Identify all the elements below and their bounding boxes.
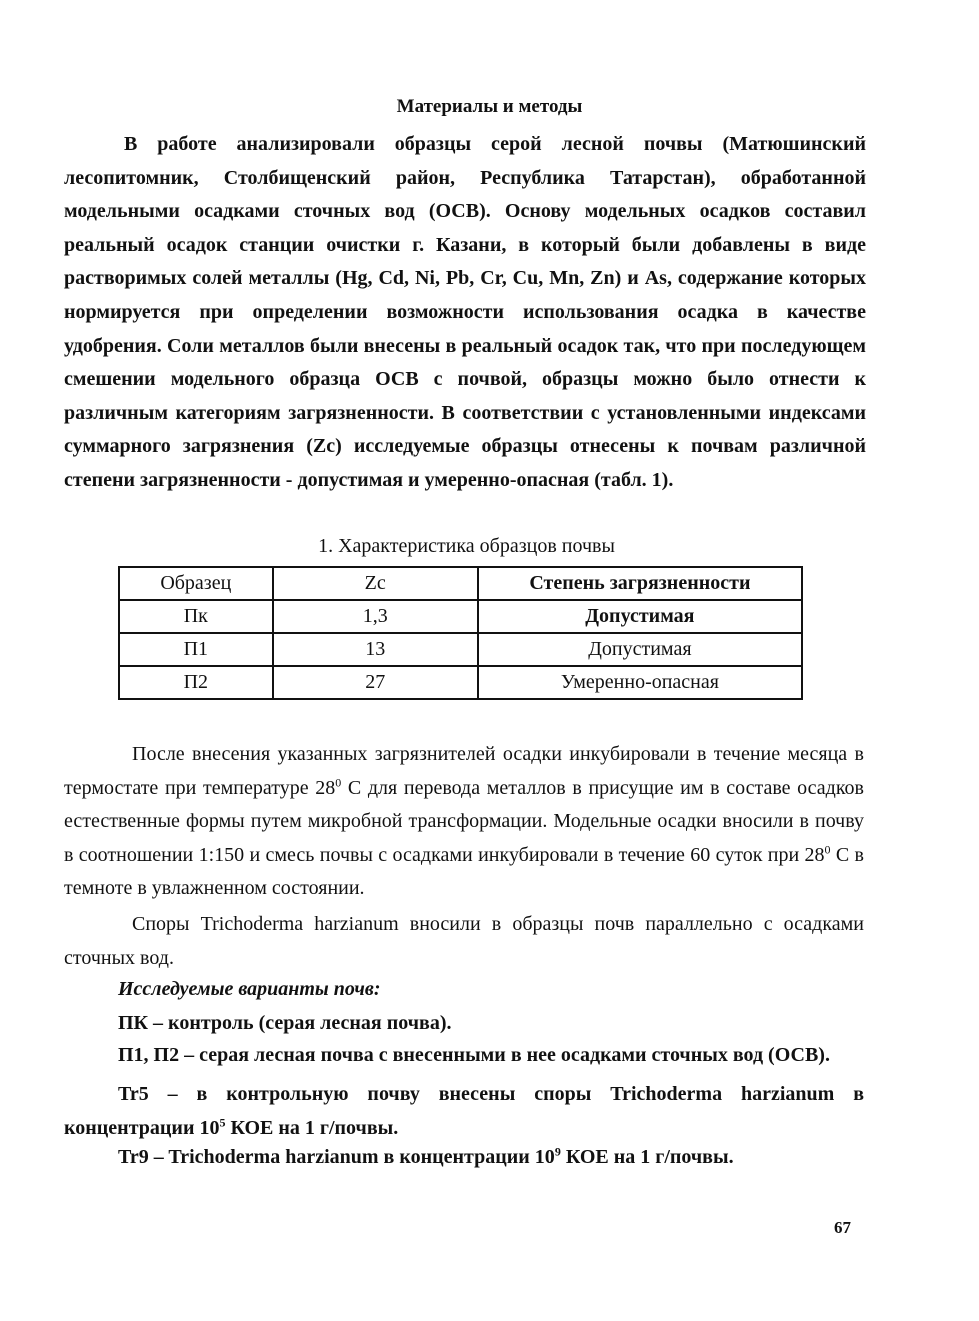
text-span: Tr9 – Trichoderma harzianum в концентрации 10 — [118, 1146, 555, 1168]
text-span: После внесения указанных загрязнителей осадки инкубировали в течение месяца в термостате при температуре 28 — [64, 743, 864, 799]
cell-sample: Пк — [119, 600, 273, 633]
text-span: С для перевода металлов в присущие им в составе осадков естественные формы путем микробной трансформации. Модельные осадки вносили в почву в соотношении 1:150 и смесь почвы с осадками инкубировали в течение 60 суток при 28 — [64, 776, 865, 866]
soil-samples-table — [118, 566, 803, 700]
variant-item — [64, 1078, 864, 1145]
cell-contamination: Умеренно-опасная — [478, 666, 802, 699]
variant-item: ПК – контроль (серая лесная почва). — [118, 1012, 452, 1034]
text-span: КОЕ на 1 г/почвы. — [560, 1146, 734, 1168]
section-heading: Материалы и методы — [396, 96, 583, 117]
cell-sample: П2 — [119, 666, 273, 699]
cell-contamination: Допустимая — [478, 633, 802, 666]
page-number: 67 — [834, 1218, 851, 1237]
superscript: 5 — [219, 1114, 226, 1129]
table-caption: 1. Характеристика образцов почвы — [318, 535, 615, 557]
intro-paragraph: В работе анализировали образцы серой лесной почвы (Матюшинский лесопитомник, Столбищенский район, Республика Татарстан), обработанной модельными осадками сточных вод (ОСВ). Основу модельных осадков составил реальный осадок станции очистки г. Казани, в который были добавлены в виде растворимых солей металлы (Hg, Cd, Ni, Pb, Cr, Cu, Mn, Zn) и As, содержание которых нормируется при определении возможности использования осадка в качестве удобрения. Соли металлов были внесены в реальный осадок так, что при последующем смешении модельного образца ОСВ с почвой, образцы можно было отнести к различным категориям загрязненности. В соответствии с установленными индексами суммарного загрязнения (Zc) исследуемые образцы отнесены к почвам различной степени загрязненности - допустимая и умеренно-опасная (табл. 1). — [64, 133, 866, 491]
header-sample: Образец — [119, 567, 273, 600]
variant-item — [118, 1146, 734, 1169]
superscript: 0 — [824, 842, 831, 857]
header-contamination: Степень загрязненности — [478, 567, 802, 600]
table-row — [119, 600, 802, 633]
text-span: Tr5 – в контрольную почву внесены споры Trichoderma harzianum в концентрации 10 — [64, 1083, 864, 1139]
variants-title: Исследуемые варианты почв: — [118, 978, 381, 1000]
superscript: 9 — [554, 1144, 561, 1159]
table-header-row — [119, 567, 802, 600]
cell-zc: 13 — [273, 633, 478, 666]
cell-contamination: Допустимая — [478, 600, 802, 633]
text-span: КОЕ на 1 г/почвы. — [225, 1116, 399, 1139]
variant-item: П1, П2 – серая лесная почва с внесенными в нее осадками сточных вод (ОСВ). — [118, 1044, 830, 1066]
header-zc: Zc — [273, 567, 478, 600]
table-row — [119, 666, 802, 699]
cell-sample: П1 — [119, 633, 273, 666]
cell-zc: 1,3 — [273, 600, 478, 633]
incubation-paragraph — [64, 738, 864, 906]
spores-paragraph: Споры Trichoderma harzianum вносили в образцы почв параллельно с осадками сточных вод. — [64, 913, 864, 969]
table-row — [119, 633, 802, 666]
cell-zc: 27 — [273, 666, 478, 699]
superscript: 0 — [335, 774, 342, 789]
text-span: С в темноте в увлажненном состоянии. — [64, 843, 864, 900]
